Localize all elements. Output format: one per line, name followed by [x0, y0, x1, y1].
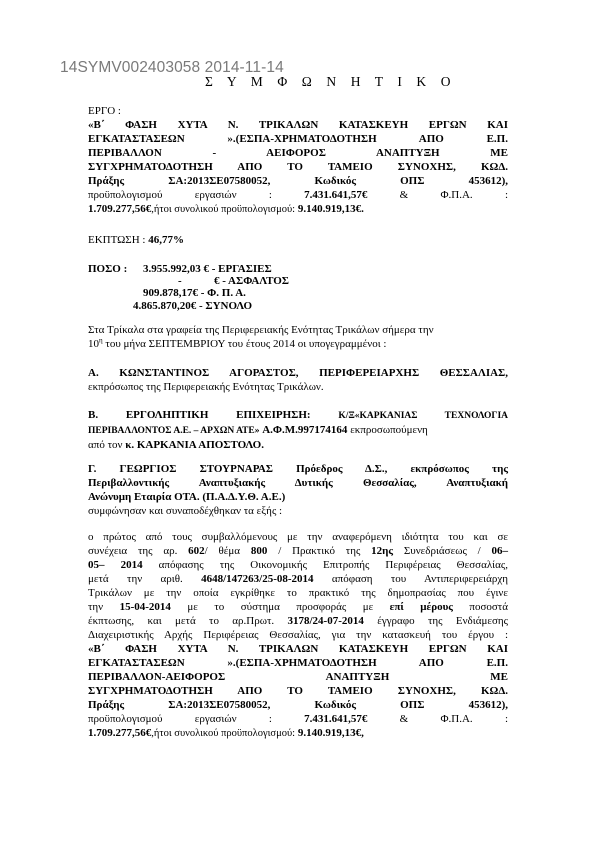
total-amount: 9.140.919,13€,: [297, 727, 364, 739]
project-line: ΣΥΓΧΡΗΜΑΤΟΔΟΤΗΣΗ ΑΠΟ ΤΟ ΤΑΜΕΙΟ ΣΥΝΟΧΗΣ, ΚΩΔ.: [88, 161, 508, 173]
text: έκπτωσης, και μετά το αρ.Πρωτ.: [88, 615, 275, 627]
document-number: 3178/24-07-2014: [287, 615, 364, 627]
body-project-line: Πράξης ΣΑ:2013ΣΕ07580052, Κωδικός ΟΠΣ 453612),: [88, 699, 508, 711]
represented-label: εκπροσωπούμενη: [350, 424, 428, 436]
agreed-line: συμφώνησαν και συναποδέχθηκαν τα εξής :: [88, 505, 283, 517]
party-b: [88, 408, 508, 452]
party-c: [88, 462, 508, 518]
text: απόφασης της Οικονομικής Επιτροπής Περιφέρειας Θεσσαλίας,: [158, 559, 509, 571]
budget-label: προϋπολογισμού εργασιών :: [88, 189, 272, 201]
representative-name: κ. ΚΑΡΚΑΝΙΑ ΑΠΟΣΤΟΛΟ.: [125, 439, 264, 451]
per-item-label: επί μέρους: [389, 601, 453, 613]
body-line: [88, 558, 508, 572]
body-budget-line: [88, 712, 508, 726]
project-line: ΠΕΡΙΒΑΛΛΟΝ - ΑΕΙΦΟΡΟΣ ΑΝΑΠΤΥΞΗ ΜΕ: [88, 147, 508, 159]
total-amount: 9.140.919,13€.: [297, 203, 364, 215]
project-section: [88, 104, 508, 217]
text: / Πρακτικό της: [278, 545, 361, 557]
text: έγγραφο της Ενδιάμεσης: [377, 615, 509, 627]
page-title: Σ Υ Μ Φ Ω Ν Η Τ Ι Κ Ο: [205, 74, 457, 89]
body-project-line: «Β΄ ΦΑΣΗ ΧΥΤΑ Ν. ΤΡΙΚΑΛΩΝ ΚΑΤΑΣΚΕΥΗ ΕΡΓΩΝ ΚΑΙ: [88, 643, 508, 655]
party-c-line: Ανώνυμη Εταιρία ΟΤΑ. (Π.Α.Δ.Υ.Θ. Α.Ε.): [88, 491, 286, 503]
text: συνέχεια της αρ.: [88, 545, 178, 557]
contractor-name-cont: ΠΕΡΙΒΑΛΛΟΝΤΟΣ Α.Ε. – ΑΡΧΩΝ ΑΤΕ»: [88, 426, 260, 436]
session-number: 12ης: [371, 545, 394, 557]
discount-line: [88, 233, 184, 247]
budget-label: προϋπολογισμού εργασιών :: [88, 713, 272, 725]
body-total-line: [88, 726, 508, 741]
works-amount: 7.431.641,57€: [304, 189, 368, 201]
contractor-afm: Α.Φ.Μ.997174164: [262, 424, 348, 436]
party-a-role: εκπρόσωπος της Περιφερειακής Ενότητας Τρικάλων.: [88, 381, 324, 393]
project-heading: ΕΡΓΟ :: [88, 105, 121, 117]
ampersand: &: [399, 713, 409, 725]
topic-number: 800: [250, 545, 268, 557]
vat-amount: 1.709.277,56€: [88, 727, 152, 739]
vat-label: Φ.Π.Α. :: [440, 189, 508, 201]
body-line: ο πρώτος από τους συμβαλλόμενους με την αναφερόμενη ιδιότητα του και σε: [88, 531, 508, 543]
amount-total: 4.865.870,20€ - ΣΥΝΟΛΟ: [133, 300, 253, 312]
body-line: [88, 600, 508, 614]
body-line: [88, 544, 508, 558]
works-amount: 7.431.641,57€: [304, 713, 368, 725]
text: Συνεδριάσεως /: [403, 545, 481, 557]
day: 10: [88, 338, 99, 350]
amount-label: ΠΟΣΟ :: [88, 263, 128, 275]
project-line: Πράξης ΣΑ:2013ΣΕ07580052, Κωδικός ΟΠΣ 453612),: [88, 175, 508, 187]
date-line: [88, 337, 387, 351]
auction-date: 15-04-2014: [119, 601, 171, 613]
session-date: 05– 2014: [88, 559, 143, 571]
amount-asphalt-dash: -: [178, 275, 182, 287]
text: την: [88, 601, 104, 613]
project-line: «Β΄ ΦΑΣΗ ΧΥΤΑ Ν. ΤΡΙΚΑΛΩΝ ΚΑΤΑΣΚΕΥΗ ΕΡΓΩΝ ΚΑΙ: [88, 119, 508, 131]
party-b-line3: [88, 438, 508, 452]
amount-vat: 909.878,17€ - Φ. Π. Α.: [143, 287, 246, 299]
text: ποσοστά: [469, 601, 508, 613]
party-b-line2: [88, 423, 508, 438]
body-line: [88, 572, 508, 586]
text: / θέμα: [204, 545, 241, 557]
party-a-name: Α. ΚΩΝΣΤΑΝΤΙΝΟΣ ΑΓΟΡΑΣΤΟΣ, ΠΕΡΙΦΕΡΕΙΑΡΧΗΣ ΘΕΣΣΑΛΙΑΣ,: [88, 367, 508, 379]
from-label: από τον: [88, 439, 123, 451]
document-stamp: 14SYMV002403058 2014-11-14: [60, 59, 284, 76]
text: μετά την αριθ.: [88, 573, 183, 585]
body-project-line: ΣΥΓΧΡΗΜΑΤΟΔΟΤΗΣΗ ΑΠΟ ΤΟ ΤΑΜΕΙΟ ΣΥΝΟΧΗΣ, ΚΩΔ.: [88, 685, 508, 697]
body-line: [88, 614, 508, 628]
amount-works: 3.955.992,03 € - ΕΡΓΑΣΙΕΣ: [143, 263, 272, 275]
approval-number: 4648/147263/25-08-2014: [201, 573, 314, 585]
party-a: [88, 366, 508, 394]
discount-value: 46,77%: [148, 234, 184, 246]
total-label: ,ήτοι συνολικού προϋπολογισμού:: [151, 728, 296, 739]
text: με το σύστημα προσφοράς με: [187, 601, 374, 613]
body-project-line: ΕΓΚΑΤΑΣΤΑΣΕΩΝ ».(ΕΣΠΑ-ΧΡΗΜΑΤΟΔΟΤΗΣΗ ΑΠΟ Ε.Π.: [88, 657, 508, 669]
session-date: 06–: [491, 545, 509, 557]
date-text: του μήνα ΣΕΠΤΕΜΒΡΙΟΥ του έτους 2014 οι υπογεγραμμένοι :: [105, 338, 387, 350]
vat-label: Φ.Π.Α. :: [440, 713, 508, 725]
ampersand: &: [399, 189, 409, 201]
amount-asphalt: € - ΑΣΦΑΛΤΟΣ: [214, 275, 290, 287]
total-label: ,ήτοι συνολικού προϋπολογισμού:: [151, 204, 296, 215]
text: απόφαση του Αντιπεριφερειάρχη: [331, 573, 508, 585]
party-b-label: Β. ΕΡΓΟΛΗΠΤΙΚΗ ΕΠΙΧΕΙΡΗΣΗ:: [88, 409, 311, 421]
project-line: ΕΓΚΑΤΑΣΤΑΣΕΩΝ ».(ΕΣΠΑ-ΧΡΗΜΑΤΟΔΟΤΗΣΗ ΑΠΟ Ε.Π.: [88, 133, 508, 145]
project-total-line: [88, 202, 508, 217]
body-line: Διαχειριστικής Αρχής Περιφέρειας Θεσσαλίας, για την κατασκευή του έργου :: [88, 629, 508, 641]
project-budget-line: [88, 188, 508, 202]
party-c-line: Γ. ΓΕΩΡΓΙΟΣ ΣΤΟΥΡΝΑΡΑΣ Πρόεδρος Δ.Σ., εκπρόσωπος της: [88, 463, 508, 475]
contractor-name: Κ/Ξ«ΚΑΡΚΑΝΙΑΣ ΤΕΧΝΟΛΟΓΙΑ: [338, 411, 509, 421]
vat-amount: 1.709.277,56€: [88, 203, 152, 215]
party-c-line: Περιβαλλοντικής Αναπτυξιακής Δυτικής Θεσσαλίας, Αναπτυξιακή: [88, 477, 508, 489]
agreement-body: [88, 530, 508, 741]
body-project-line: ΠΕΡΙΒΑΛΛΟΝ-ΑΕΙΦΟΡΟΣ ΑΝΑΠΤΥΞΗ ΜΕ: [88, 671, 508, 683]
party-b-line1: [88, 408, 508, 423]
day-suffix: η: [99, 336, 103, 345]
place-line: Στα Τρίκαλα στα γραφεία της Περιφερειακής Ενότητας Τρικάλων σήμερα την: [88, 324, 434, 336]
discount-label: ΕΚΠΤΩΣΗ :: [88, 234, 149, 246]
decision-number: 602: [188, 545, 205, 557]
body-line: Τρικάλων με την οποία εγκρίθηκε το πρακτικό της δημοπρασίας που έγινε: [88, 587, 508, 599]
